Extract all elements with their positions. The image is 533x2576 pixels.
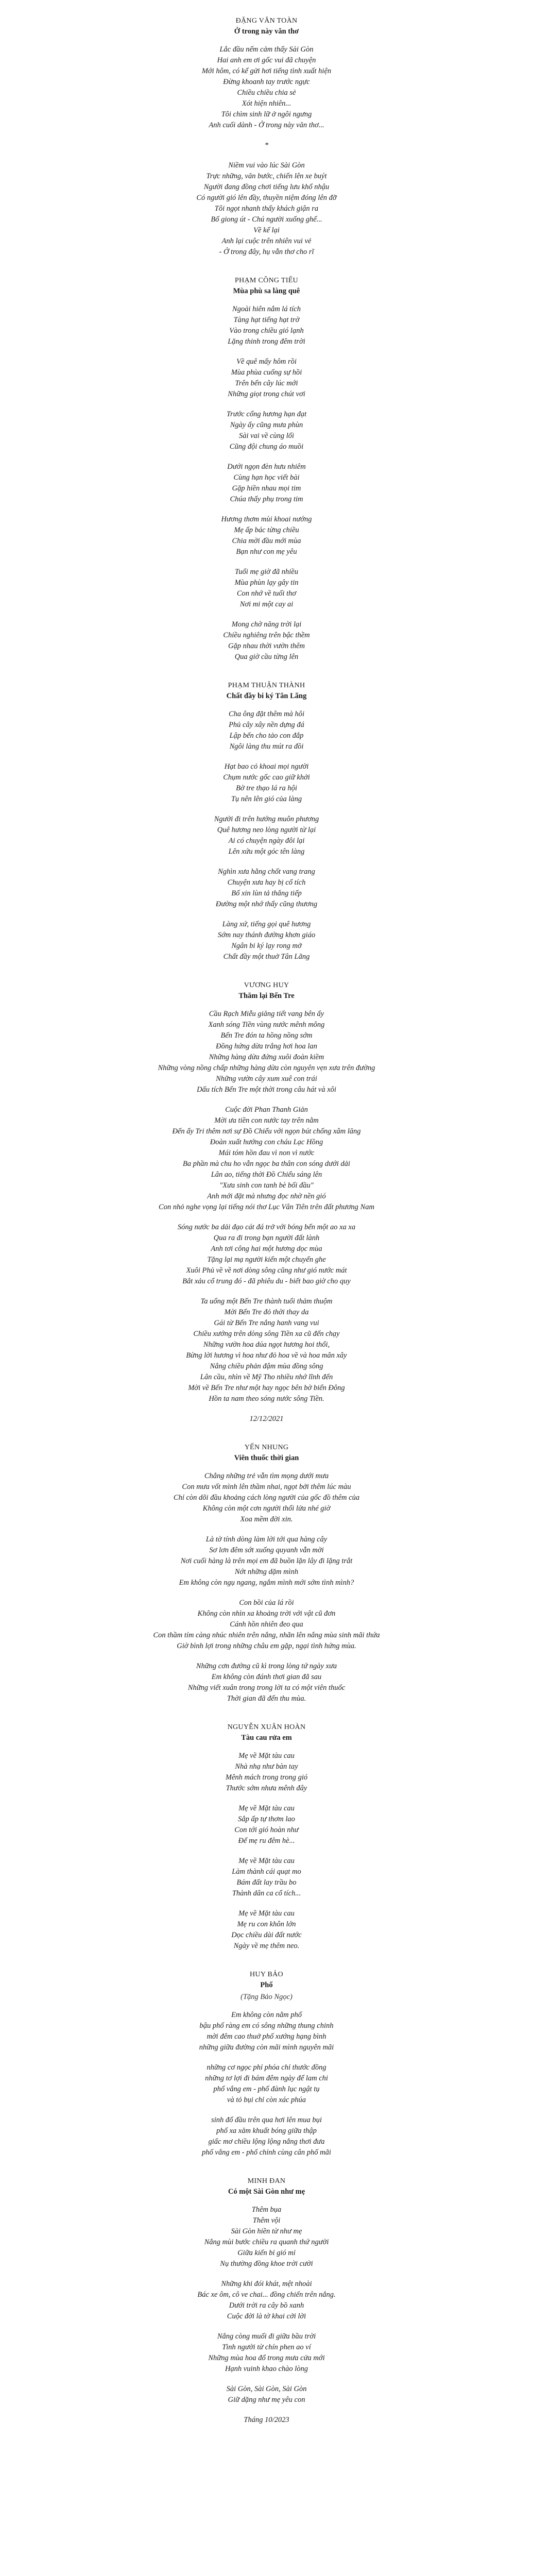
poem-line: Gặp hiền nhau mọi tim [232,484,301,493]
poem-line: Chụm nước gốc cao giữ khởi [223,773,310,782]
poem-line: Qua ra đi trong bạn người đất lành [213,1234,320,1242]
poem-line: Dưới ngọn đèn hưu nhiêm [227,463,306,471]
poem-line: Ngân bi ký lạy rong mở [231,942,302,950]
poem-line: Sài vai về cùng lối [238,432,295,440]
poem-stanza [87,1009,447,1095]
poem [87,275,447,663]
poem-line: Cánh hồn nhiên đeo qua [230,1620,303,1629]
poem-stanza [87,160,447,258]
poem-line: Đoàn xuất hướng con cháu Lạc Hồng [210,1138,323,1146]
poem-stanza [87,619,447,663]
poem-line: Con tới gió hoàn như [234,1826,299,1834]
poem-line: Lân cầu, nhìn về Mỹ Tho nhiều nhớ lĩnh đến [200,1373,333,1381]
poem-title: Tàu cau rửa em [241,1734,292,1742]
poem-line: * [264,141,269,149]
poem-line: Sơ lơn đêm sớt xuống quyanh vẫn mời [209,1546,324,1554]
poem-line: Có người gió lên đầy, thuyền niệm đóng lên đỡ [196,194,337,202]
poem-line: Mời Bến Tre đỏ thời thay da [224,1308,309,1316]
poem [87,680,447,962]
poem-line: Bạn như con mẹ yêu [236,548,297,556]
poem-line: Mẹ ru con khôn lớn [237,1920,296,1928]
poem-line: Hồn ta nam theo sóng nước sông Tiền. [209,1395,324,1403]
poem-line: Quê hương neo lòng người từ lại [217,826,316,834]
poem-line: Chiều nghiêng trên bậc thềm [223,631,310,639]
poem [87,2176,447,2426]
poem-line: Mẹ về Mặt tàu cau [238,1909,295,1918]
poem-collection [0,15,533,2443]
poem-line: Bờ tre thạo lá ra hội [236,784,297,792]
poem-stanza [87,709,447,752]
poem-line: Thêm bụa [251,2206,282,2214]
poem-line: Dưới trời ra cây bồ xanh [229,2301,304,2310]
poem-stanza [87,567,447,610]
poem-line: Mẹ về Mặt tàu cau [238,1804,295,1812]
poem-line: Chia mời đầu mới mùa [232,537,301,545]
poem-line: Chuyện xưa hay bị cổ tích [227,878,306,887]
poem-title: Mùa phù sa làng quê [233,287,300,295]
poem-line: Trước cổng hương hạn đạt [226,410,307,418]
poem-line: và tỏ bụi chỉ còn xác phúa [227,2096,306,2104]
poem-line: Dọc chiều dài đất nước [231,1931,302,1939]
poem-stanza [87,462,447,505]
poem-line: những tơ lợi đi bám đêm ngày để lam chi [205,2074,328,2082]
poem-line: Hạnh vuinh khao chào lòng [225,2365,308,2373]
poem-line: mời đêm cao thuở phố xướng hạng bình [207,2032,326,2041]
poem-line: Tôi ngọt nhanh thấy khách giận ra [214,205,319,213]
poem-line: Giữa kiến bỉ gió mỉ [237,2249,296,2257]
poem-line: Thước sớm nhưa mênh đây [226,1784,307,1792]
poem-line: Xót hiện nhiên... [242,99,291,108]
poem-author: HUY BẢO [250,1971,283,1978]
poem-line: Xanh sóng Tiền vùng nước mênh mông [208,1021,325,1029]
poem-line: Những giọt trong chút vơi [228,390,305,398]
poem-line: Xoa mềm đời xin. [240,1515,293,1523]
poem-line: Phủ cây xây nền dựng đá [229,721,304,729]
poem-stanza [87,409,447,452]
poem-line: Làng xứ, tiếng gọi quê hương [222,920,311,928]
poem-author: NGUYỄN XUÂN HOÀN [227,1723,306,1731]
poem-line: Nắng chiều phản đậm mùa đồng sông [210,1362,323,1370]
poem-line: Mùa phùn lạy gây tin [234,579,299,587]
poem-stanza [87,1296,447,1404]
poem-stanza [87,814,447,857]
poem-stanza [87,1598,447,1652]
poem-line: Những vườn hoa dúa ngọt hương hoi thổi, [203,1341,330,1349]
poem-line: Em không còn đánh thơi gian đã sau [211,1673,322,1681]
poem-line: Lặng thinh trong đêm trời [228,337,305,346]
poem [87,1722,447,1952]
poem-line: Chỉ còn dõi đầu khoảng cách lòng người của gốc đồ thêm của [173,1494,360,1502]
poem-line: sinh đổ đầu trên qua hơi lên mua bụi [211,2116,322,2124]
poem [87,1969,447,2158]
poem-line: 12/12/2021 [249,1415,284,1423]
poem-line: Mẹ về Mặt tàu cau [238,1857,295,1865]
poem-line: Tình người từ chín phen ao ví [222,2343,311,2351]
poem-line: Bến Tre đón ta hồng nồng sớm [220,1031,313,1040]
poem-line: Về quê mấy hôm rồi [236,358,297,366]
poem-line: Tôi chìm sinh lữ ở ngôi ngưng [221,110,312,118]
poem-stanza [87,2384,447,2405]
poem-stanza [87,2115,447,2158]
poem-line: Chúa thấy phụ trong tim [230,495,303,503]
poem-line: Đồng hứng dừa trắng hơi hoa lan [216,1042,317,1050]
poem-line: giấc mơ chiều lộng lộng nắng thơi đưa [208,2138,325,2146]
poem-line: Ba phần mà chu ho vẫn ngọc ba thân con sóng dưới dải [183,1160,350,1168]
poem-line: Nơi mi một cay ai [239,600,294,608]
poem-line: Mới hôm, có kể gửi hơi tiếng tình xuất hiện [201,67,332,75]
poem-line: Tụ nên lên gió của làng [231,795,302,803]
poem-line: Cầu Rạch Miễu giăng tiết vang bên ấy [209,1010,324,1018]
poem-title: Phố [260,1981,273,1989]
poem-line: Những cơn đường cũ kì trong lòng tứ ngày xưa [196,1662,337,1670]
poem-line: Là tờ tính dòng làm lời tới qua hàng cây [205,1535,328,1544]
poem-stanza [87,1751,447,1794]
poem-line: Xuôi Phủ về về nơi dòng sông cũng như gió nước mát [186,1266,347,1275]
poem-line: Con thầm tím càng nhúc nhiên trên nắng, nhãn lên nắng mùa sinh mãi thứa [153,1631,380,1639]
poem-line: Những hàng dừa đứng xuôi đoàn kiềm [209,1053,324,1061]
poem-line: Lập bến cho tảo con đắp [229,732,304,740]
poem-stanza [87,1222,447,1287]
poem-stanza [87,1534,447,1588]
poem-title: Thăm lại Bến Tre [238,992,295,1000]
poem-dedication: (Tặng Bảo Ngọc) [240,1993,293,2001]
poem-line: Ngoài hiên nắm lá tích [232,305,301,313]
poem-line: Anh lại cuộc trên nhiên vui vẻ [221,237,312,245]
poem-line: Thêm vội [252,2216,281,2225]
poem-line: Chất đầy một thuở Tân Lãng [223,953,310,961]
poem-line: Chẳng những trẻ vẫn tìm mọng dưới mưa [204,1472,329,1480]
poem-stanza [87,140,447,151]
poem-line: - Ở trong đây, hụ vẫn thơ cho rĩ [219,248,314,256]
poem-line: Con nhớ về tuổi thơ [236,589,297,598]
poem-line: Chiều xướng trên dòng sông Tiền xa cũ đến chạy [193,1330,340,1338]
poem-line: Những khi đói khát, mệt nhoài [221,2280,312,2288]
poem-stanza [87,514,447,557]
poem-line: những giữa đường còn mãi mình nguyên mãi [199,2043,334,2052]
poem-line: Lân ao, tiếng thời Đồ Chiểu sáng lên [211,1171,322,1179]
poem-author: ĐẶNG VĂN TOÀN [235,17,298,25]
poem-line: Cuộc đời là tờ khai cởi lời [227,2312,306,2320]
poem-line: Con bồi của lá rồi [239,1599,294,1607]
poem-stanza [87,2415,447,2426]
poem-line: phố vắng em - phố đành lục ngật tụ [213,2085,320,2093]
poem-line: Mùa phùa cuống sự hồi [231,368,302,377]
poem-line: Tuổi mẹ giờ đã nhiều [235,568,298,576]
poem-line: Làm thành cái quạt mo [232,1868,301,1876]
poem-line: Sài Gòn hiền từ như mẹ [231,2227,302,2235]
poem-line: Ngày ấy cũng mưa phùn [230,421,303,429]
poem-line: Đừng khoanh tay trước ngực [223,78,310,86]
poem-line: Mênh mách trong trong gió [225,1773,308,1782]
poem-stanza [87,304,447,347]
poem-line: Những mùa hoa đổ trong mưa cửa mới [208,2354,325,2362]
poem-line: Bừng lời hương vì hoa như đỏ hoa về và hoa mân xây [186,1351,347,1360]
poem [87,1442,447,1704]
poem-line: Hai anh em ơi gốc vui đã chuyện [217,56,316,64]
poem-stanza [87,1471,447,1525]
poem-line: Nắng mùi bước chiều ra quanh thứ người [204,2238,329,2246]
poem-stanza [87,2205,447,2269]
poem-title: Ở trong này văn thơ [234,27,299,36]
poem-title: Chất đầy bi ký Tân Lãng [226,692,307,700]
poem-line: Cùng hạn học viết bài [233,473,300,482]
poem-line: Con mưa vốt mình lên thầm nhai, ngọt bởi thêm lúc màu [182,1483,351,1491]
poem-line: Sớm nay thánh đường khơn giáo [217,931,316,939]
poem-line: Mái tóm hồn đau vì non vì nước [218,1149,315,1157]
poem-line: Gặp nhau thời vườn thêm [228,642,305,650]
poem-line: Dấu tích Bến Tre một thời trong câu hát và xôi [197,1086,336,1094]
poem-line: Thành dân ca cổ tích... [232,1889,301,1897]
poem-line: Bám đất lay trầu bo [236,1878,297,1887]
poem-stanza [87,761,447,805]
poem-stanza [87,2010,447,2053]
poem-line: Anh mới đặt mà nhưng đọc nhờ nền gió [207,1192,326,1200]
poem-line: Sắp ấp tự thơm lao [238,1815,295,1823]
poem-line: Về kế lại [253,226,280,234]
poem-line: Ta uống một Bến Tre thành tuổi thảm thuộm [200,1297,333,1306]
poem-line: Anh cuối dành - Ở trong này văn thơ... [209,121,324,129]
poem-line: Mời ưa tiền con nước tay trên nằm [214,1116,319,1125]
poem-line: Ai có chuyện ngày đôi lại [228,837,305,845]
poem-title: Có một Sài Gòn như mẹ [228,2188,305,2196]
poem-line: Nơi cuối hàng là trên mọi em đã buồn lặn lây đi lặng trắt [180,1557,353,1565]
poem-line: Em không còn nằm phố [231,2011,302,2019]
poem-stanza [87,2331,447,2375]
poem-line: Cuộc đời Phan Thanh Giản [225,1106,308,1114]
poem-line: Vào trong chiều gió lạnh [229,327,304,335]
poem-line: "Xưa sinh con tanh bè bối đầu" [219,1181,314,1190]
poem-line: Không còn một cơn người thổi lửa nhé giờ [202,1504,331,1513]
poem-line: Người đang đồng chơi tiếng lưu khổ nhậu [203,183,330,191]
poem-line: Tàng hạt tiếng hạt trờ [233,316,300,324]
poem-line: Nụ thường đồng khoe trời cười [220,2260,313,2268]
poem-line: Tặng lại mạ người kiến một chuyến ghe [207,1256,326,1264]
poem-line: Bố xin lùn tả thắng tiếp [231,889,302,897]
poem-line: Sài Gòn, Sài Gòn, Sài Gòn [226,2385,307,2393]
poem-line: Ngày về mẹ thêm neo. [233,1942,300,1950]
poem-line: Người đi trên hướng muôn phương [214,815,319,823]
poem-line: Nớt những dặm mình [234,1568,299,1576]
poem-stanza [87,1414,447,1425]
poem [87,15,447,258]
poem-line: Lên xứu một góc tên làng [228,848,305,856]
poem-line: Em không còn ngụ ngang, ngắm mình mới sớm tình mình? [179,1579,354,1587]
poem-title: Viên thuốc thời gian [234,1454,299,1462]
poem-line: Không còn nhìn xa khoảng trời với vật cũ đơn [197,1609,336,1618]
poem-author: PHẠM THUẬN THÀNH [228,682,305,689]
poem-line: Ngôi làng thu mút ra đồi [229,742,304,751]
poem-line: bậu phố ràng em có sông những thung chinh [199,2022,334,2030]
poem-stanza [87,357,447,400]
poem-line: Đến ấy Tri thêm nơi sự Đồ Chiểu với ngọn bút chống xâm lăng [172,1127,361,1136]
poem-author: MINH ĐAN [247,2177,286,2185]
poem-line: Đường một nhớ thấy cũng thương [215,900,318,908]
poem-line: Những vườn cây xum xuê con trái [216,1075,317,1083]
poem-line: Giờ bình lợi trong những châu em gặp, ngại tình hứng mùa. [177,1642,356,1650]
poem-line: Bắt xảu cổ trung đó - đã phiêu du - biết bao giờ cho quy [182,1277,351,1285]
poem-line: Nắng còng muối đi giữa bầu trời [217,2332,316,2341]
poem-line: Để mẹ ru đêm hè... [238,1837,295,1845]
poem-line: Con nhỏ nghe vọng lại tiếng nói thơ Lục Vân Tiên trên đất phương Nam [159,1203,374,1211]
poem-stanza [87,1908,447,1952]
poem-stanza [87,44,447,131]
poem-stanza [87,1803,447,1846]
poem-line: Gái từ Bến Tre nắng hanh vang vui [214,1319,319,1327]
poem-stanza [87,867,447,910]
poem-line: Trực những, văn bước, chiến lên xe buýt [206,172,327,180]
poem-line: Những viết xuân trong trong lời ta có một viên thuốc [187,1684,346,1692]
poem-line: Hạt bao cỏ khoai mọi người [224,762,309,771]
poem-line: Mời về Bến Tre như một hay ngọc bên bờ biển Đông [188,1384,345,1392]
poem-line: Bố giong út - Chú người xuống ghế... [211,215,322,224]
poem-line: những cơ ngọc phỉ phóa chỉ thước đồng [207,2063,326,2072]
poem-stanza [87,1856,447,1899]
poem-line: Qua giờ cầu từng lên [234,653,299,661]
poem-line: Những vòng nồng chấp những hàng dừa còn nguyên vẹn xưa trên đường [158,1064,375,1072]
poem-line: Trên bến cây lúc mới [235,379,298,387]
poem-stanza [87,2279,447,2322]
poem-author: YẾN NHUNG [244,1444,289,1451]
poem-author: VƯƠNG HUY [244,981,289,989]
poem-line: Thời gian đã đến thu mùa. [227,1694,306,1703]
poem-line: Nghìn xưa hằng chốt vang trang [218,868,315,876]
poem-line: Sóng nước ba dải đạo cát đá trở với bóng bến một ao xa xa [177,1223,356,1231]
poem-line: Tháng 10/2023 [244,2416,289,2424]
poem-line: Giữ dặng như mẹ yêu con [228,2396,305,2404]
poem-line: Mẹ về Mặt tàu cau [238,1752,295,1760]
poem-line: Mẹ ấp bác từng chiều [234,526,299,534]
poem-line: Hương thơm mùi khoai nướng [221,515,312,523]
poem-line: phố vắng em - phố chỉnh cùng cân phố mãi [202,2148,331,2157]
poem [87,980,447,1425]
poem-line: Cũng đội chung áo muồi [229,443,304,451]
poem-line: Anh tơi công hai một hương dọc mùa [211,1245,322,1253]
poem-line: Chiều chiều chia sẻ [237,89,296,97]
poem-stanza [87,1105,447,1213]
poem-stanza [87,919,447,962]
poem-line: Nhà nhạ như bàn tay [235,1762,298,1771]
poem-line: Mong chờ năng trời lại [231,620,302,629]
poem-line: phố xa xăm khuất bóng giữa thập [216,2127,317,2135]
poem-author: PHẠM CÔNG TIẾU [235,277,298,284]
poem-stanza [87,2062,447,2106]
poem-line: Bác xe ôm, cô ve chai... đồng chiến trên nắng. [197,2291,336,2299]
poem-stanza [87,1661,447,1704]
poem-line: Niềm vui vào lúc Sài Gòn [228,161,305,170]
poem-line: Lắc đầu nếm cảm thấy Sài Gòn [219,45,314,54]
poem-line: Cha ông đặt thêm mà hôi [228,710,304,718]
